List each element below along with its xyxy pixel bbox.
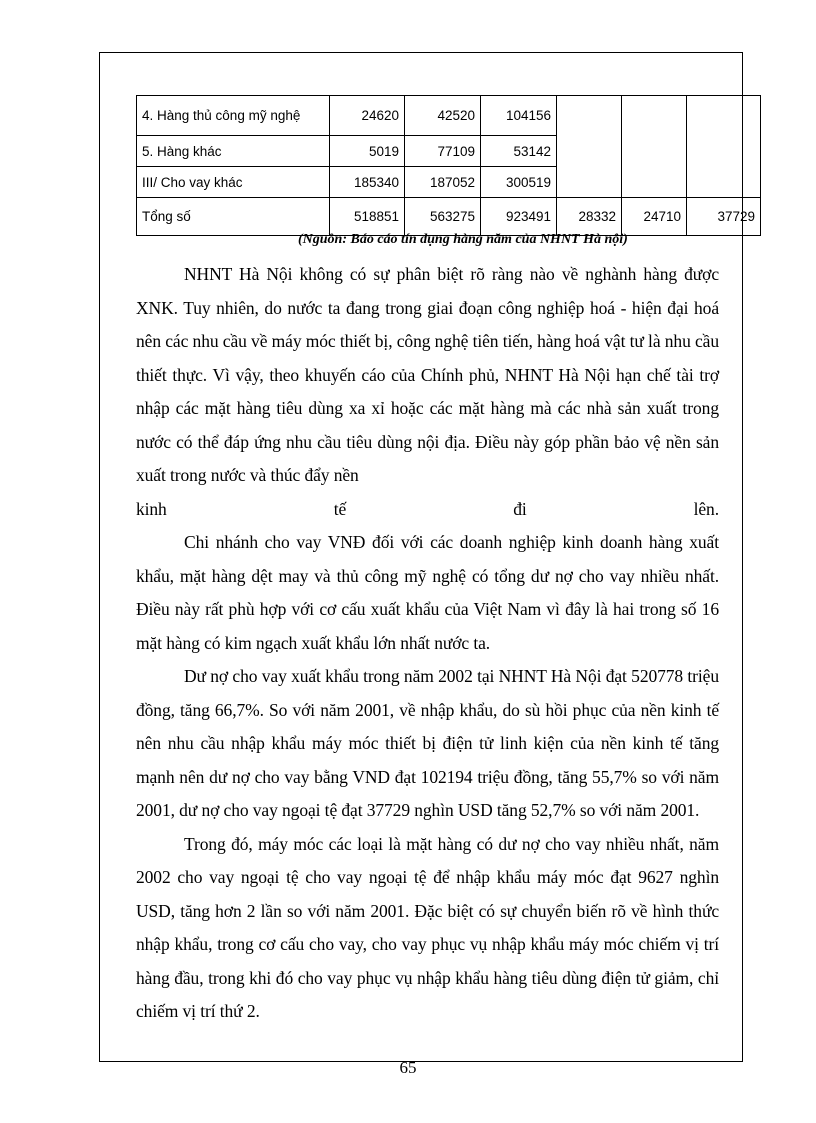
page-number: 65 — [399, 1058, 417, 1077]
table-row — [137, 96, 761, 136]
word: kinh — [136, 498, 167, 519]
row-label: Tổng số — [137, 198, 330, 236]
paragraph-4: Trong đó, máy móc các loại là mặt hàng có dư nợ cho vay nhiều nhất, năm 2002 cho vay ngoại tệ cho vay ngoại tệ để nhập khẩu máy móc đạt 9627 nghìn USD, tăng hơn 2 lần so với năm 2001. Đặc biệt có sự chuyển biến rõ về hình thức nhập khẩu, trong cơ cấu cho vay, cho vay phục vụ nhập khẩu máy móc chiếm vị trí hàng đầu, trong khi đó cho vay phục vụ nhập khẩu hàng tiêu dùng điện tử giảm, chỉ chiếm vị trí thứ 2. — [136, 833, 719, 1021]
cell: 300519 — [481, 167, 557, 198]
cell — [622, 96, 687, 198]
cell: 104156 — [481, 96, 557, 136]
cell: 187052 — [405, 167, 481, 198]
cell: 24710 — [622, 198, 687, 236]
cell — [557, 96, 622, 198]
cell: 42520 — [405, 96, 481, 136]
paragraph-1: NHNT Hà Nội không có sự phân biệt rõ ràng nào về nghành hàng được XNK. Tuy nhiên, do nước ta đang trong giai đoạn công nghiệp hoá - hiện đại hoá nên các nhu cầu về máy móc thiết bị, công nghệ tiên tiến, hàng hoá vật tư là nhu cầu thiết thực. Vì vậy, theo khuyến cáo của Chính phủ, NHNT Hà Nội hạn chế tài trợ nhập các mặt hàng tiêu dùng xa xỉ hoặc các mặt hàng mà các nhà sản xuất trong nước có thể đáp ứng nhu cầu tiêu dùng nội địa. Điều này góp phần bảo vệ nền sản xuất trong nước và thúc đẩy nền — [136, 264, 719, 485]
paragraph-3: Dư nợ cho vay xuất khẩu trong năm 2002 tại NHNT Hà Nội đạt 520778 triệu đồng, tăng 66,7%. So với năm 2001, về nhập khẩu, do sù hồi phục của nền kinh tế nên nhu cầu nhập khẩu máy móc thiết bị điện tử linh kiện của nền kinh tế tăng mạnh nên dư nợ cho vay bằng VND đạt 102194 triệu đồng, tăng 55,7% so với năm 2001, dư nợ cho vay ngoại tệ đạt 37729 nghìn USD tăng 52,7% so với năm 2001. — [136, 666, 719, 820]
loan-table — [136, 95, 761, 236]
cell: 518851 — [330, 198, 405, 236]
cell: 53142 — [481, 136, 557, 167]
cell: 563275 — [405, 198, 481, 236]
row-label: 4. Hàng thủ công mỹ nghệ — [137, 96, 330, 136]
cell: 24620 — [330, 96, 405, 136]
cell: 185340 — [330, 167, 405, 198]
paragraph-1-last-line — [136, 493, 719, 527]
table-source-note: (Nguồn: Báo cáo tín dụng hàng năm của NHNT Hà nội) — [298, 232, 628, 247]
body-text — [136, 258, 719, 1029]
table-row — [137, 198, 761, 236]
cell — [687, 96, 761, 198]
cell: 5019 — [330, 136, 405, 167]
word: đi — [513, 498, 527, 519]
cell: 28332 — [557, 198, 622, 236]
row-label: 5. Hàng khác — [137, 136, 330, 167]
cell: 37729 — [687, 198, 761, 236]
cell: 923491 — [481, 198, 557, 236]
word: tế — [333, 498, 347, 519]
cell: 77109 — [405, 136, 481, 167]
paragraph-2: Chi nhánh cho vay VNĐ đối với các doanh nghiệp kinh doanh hàng xuất khẩu, mặt hàng dệt may và thủ công mỹ nghệ có tổng dư nợ cho vay nhiều nhất. Điều này rất phù hợp với cơ cấu xuất khẩu của Việt Nam vì đây là hai trong số 16 mặt hàng có kim ngạch xuất khẩu lớn nhất nước ta. — [136, 532, 719, 653]
row-label: III/ Cho vay khác — [137, 167, 330, 198]
word: lên. — [693, 498, 719, 519]
